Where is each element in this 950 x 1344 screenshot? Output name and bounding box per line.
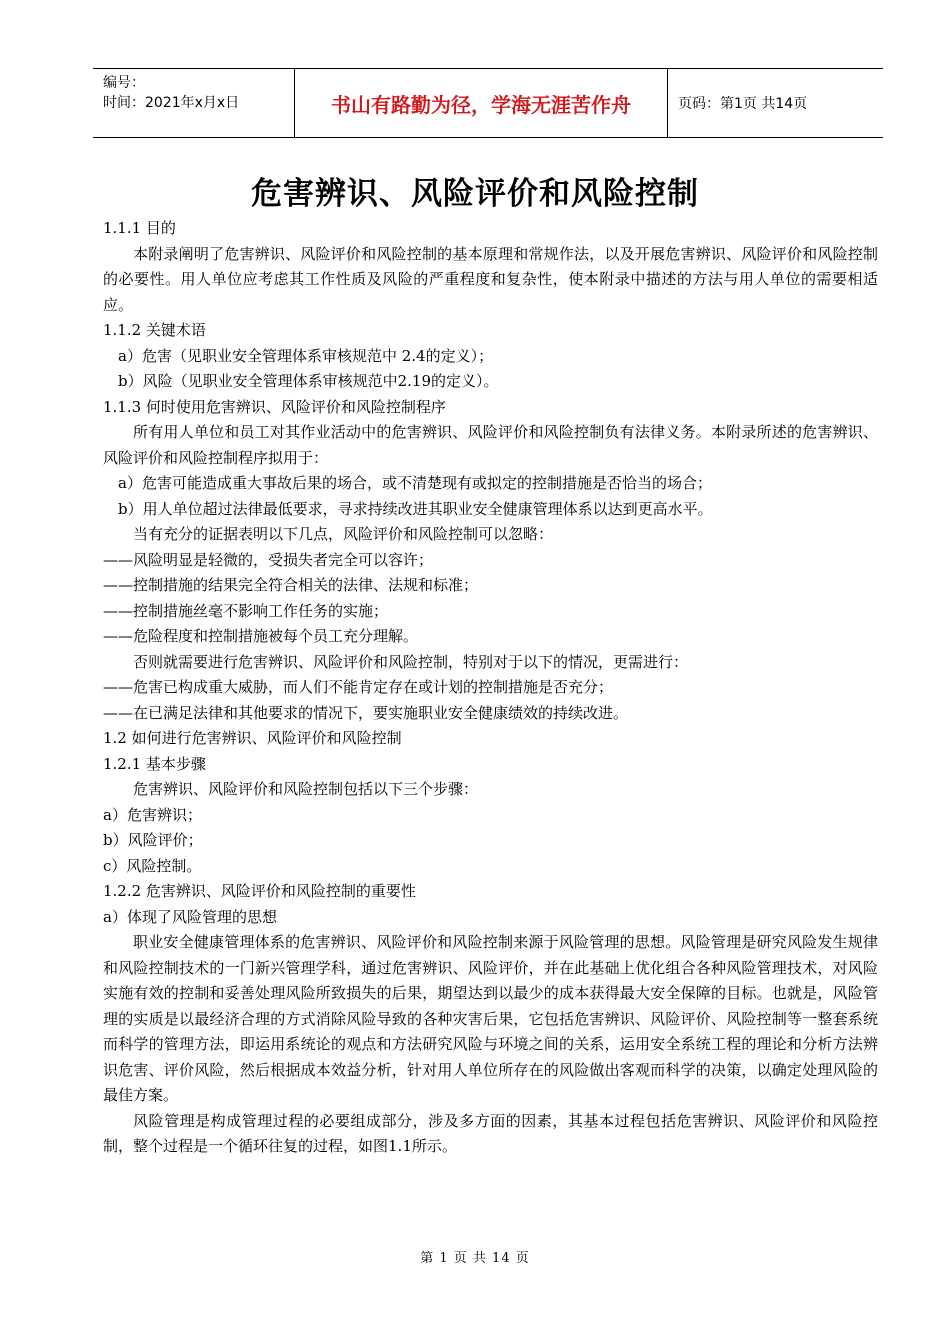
list-item: c）风险控制。	[103, 856, 202, 875]
list-item: a）危害（见职业安全管理体系审核规范中 2.4的定义）；	[118, 346, 494, 365]
number-label: 编号：	[103, 75, 145, 91]
document-title: 危害辨识、风险评价和风险控制	[251, 176, 699, 212]
paragraph: 职业安全健康管理体系的危害辨识、风险评价和风险控制来源于风险管理的思想。风险管理是研究风险发生规律和风险控制技术的一门新兴管理学科，通过危害辨识、风险评价，并在此基础上优化组合各种风险管理技术，对风险实施有效的控制和妥善处理风险所致损失的后果，期望达到以最少的成本获得最大安全保障的目标。也就是，风险管理的实质是以最经济合理的方式消除风险导致的各种灾害后果，它包括危害辨识、风险评价、风险控制等一整套系统而科学的管理方法，即运用系统论的观点和方法研究风险与环境之间的关系，运用安全系统工程的理论和分析方法辨识危害、评价风险，然后根据成本效益分析，针对用人单位所存在的风险做出客观而科学的决策，以确定处理风险的最佳方案。	[103, 933, 878, 1104]
paragraph: 当有充分的证据表明以下几点，风险评价和风险控制可以忽略：	[133, 525, 554, 543]
dash-item: ——风险明显是轻微的，受损失者完全可以容许；	[103, 550, 434, 569]
heading-purpose: 1.1.1 目的	[103, 219, 176, 237]
paragraph: 否则就需要进行危害辨识、风险评价和风险控制，特别对于以下的情况，更需进行：	[133, 652, 689, 671]
document-body	[103, 216, 878, 1160]
list-item: b）风险（见职业安全管理体系审核规范中2.19的定义）。	[118, 372, 499, 390]
page-code: 页码：第1页 共14页	[678, 96, 808, 112]
list-item: b）风险评价；	[103, 831, 203, 849]
dash-item: ——危害已构成重大威胁，而人们不能肯定存在或计划的控制措施是否充分；	[103, 678, 614, 696]
header-meta	[93, 69, 295, 137]
dash-item: ——控制措施丝毫不影响工作任务的实施；	[103, 601, 389, 620]
list-item: a）危害可能造成重大事故后果的场合，或不清楚现有或拟定的控制措施是否恰当的场合；	[118, 474, 712, 492]
header-motto: 书山有路勤为径，学海无涯苦作舟	[295, 69, 668, 137]
heading-importance: 1.2.2 危害辨识、风险评价和风险控制的重要性	[103, 882, 416, 900]
time-label: 时间：2021年x月x日	[103, 95, 240, 111]
list-item: b）用人单位超过法律最低要求，寻求持续改进其职业安全健康管理体系以达到更高水平。	[118, 499, 713, 518]
paragraph: 风险管理是构成管理过程的必要组成部分，涉及多方面的因素，其基本过程包括危害辨识、风险评价和风险控制，整个过程是一个循环往复的过程，如图1.1所示。	[103, 1111, 878, 1155]
paragraph: 危害辨识、风险评价和风险控制包括以下三个步骤：	[133, 780, 479, 798]
heading-when: 1.1.3 何时使用危害辨识、风险评价和风险控制程序	[103, 397, 446, 416]
heading-terms: 1.1.2 关键术语	[103, 321, 206, 339]
paragraph: 所有用人单位和员工对其作业活动中的危害辨识、风险评价和风险控制负有法律义务。本附录所述的危害辨识、风险评价和风险控制程序拟用于：	[103, 423, 878, 467]
list-item: a）危害辨识；	[103, 805, 202, 824]
paragraph: 本附录阐明了危害辨识、风险评价和风险控制的基本原理和常规作法，以及开展危害辨识、风险评价和风险控制的必要性。用人单位应考虑其工作性质及风险的严重程度和复杂性，使本附录中描述的方法与用人单位的需要相适应。	[103, 244, 878, 314]
list-item: a）体现了风险管理的思想	[103, 907, 277, 926]
page-footer: 第 1 页 共 14 页	[420, 1251, 530, 1266]
heading-steps: 1.2.1 基本步骤	[103, 754, 206, 773]
heading-how: 1.2 如何进行危害辨识、风险评价和风险控制	[103, 729, 402, 747]
dash-item: ——控制措施的结果完全符合相关的法律、法规和标准；	[103, 576, 479, 594]
header-table	[93, 68, 883, 138]
dash-item: ——危险程度和控制措施被每个员工充分理解。	[103, 627, 419, 645]
dash-item: ——在已满足法律和其他要求的情况下，要实施职业安全健康绩效的持续改进。	[103, 703, 629, 722]
